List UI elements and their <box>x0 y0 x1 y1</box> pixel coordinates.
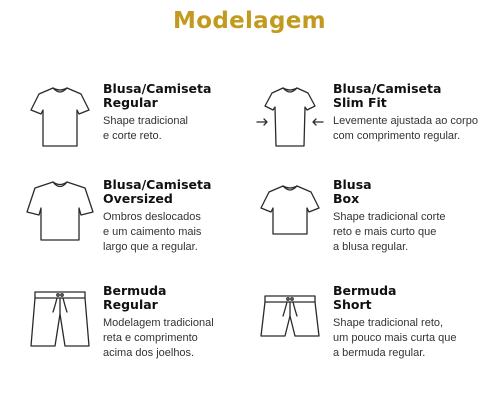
fit-slim-tshirt <box>255 82 499 172</box>
fit-name-line1: Blusa/Camiseta <box>333 81 442 96</box>
fit-bermuda-short <box>255 284 499 374</box>
tshirt-regular-icon <box>25 82 95 152</box>
fit-name-line1: Bermuda <box>103 283 167 298</box>
fit-box-blouse <box>255 178 499 268</box>
fit-name-line1: Blusa <box>333 177 372 192</box>
fit-description: Shape tradicional corte reto e mais curto que a blusa regular. <box>333 211 446 253</box>
fit-name-line2: Box <box>333 191 360 206</box>
fit-description: Modelagem tradicional reta e comprimento acima dos joelhos. <box>103 317 214 359</box>
page-title: Modelagem <box>173 8 326 34</box>
fit-name-line1: Blusa/Camiseta <box>103 81 212 96</box>
tshirt-oversized-icon <box>25 178 95 248</box>
fit-name-line2: Short <box>333 297 372 312</box>
fit-name-line2: Slim Fit <box>333 95 387 110</box>
fit-oversized-tshirt <box>25 178 270 268</box>
fit-name-line2: Regular <box>103 95 158 110</box>
fit-regular-tshirt <box>25 82 270 172</box>
fit-name-line2: Regular <box>103 297 158 312</box>
fit-name-line1: Bermuda <box>333 283 397 298</box>
bermuda-short-icon <box>255 284 325 354</box>
fit-description: Shape tradicional reto, um pouco mais curta que a bermuda regular. <box>333 317 457 359</box>
blouse-box-icon <box>255 178 325 248</box>
bermuda-regular-icon <box>25 284 95 354</box>
fit-description: Ombros deslocados e um caimento mais largo que a regular. <box>103 211 202 253</box>
tshirt-slim-fit-icon <box>255 82 325 152</box>
fit-description: Shape tradicional e corte reto. <box>103 115 189 142</box>
fit-name-line1: Blusa/Camiseta <box>103 177 212 192</box>
fit-bermuda-regular <box>25 284 270 374</box>
fit-name-line2: Oversized <box>103 191 173 206</box>
fit-description: Levemente ajustada ao corpo com comprimento regular. <box>333 115 478 142</box>
